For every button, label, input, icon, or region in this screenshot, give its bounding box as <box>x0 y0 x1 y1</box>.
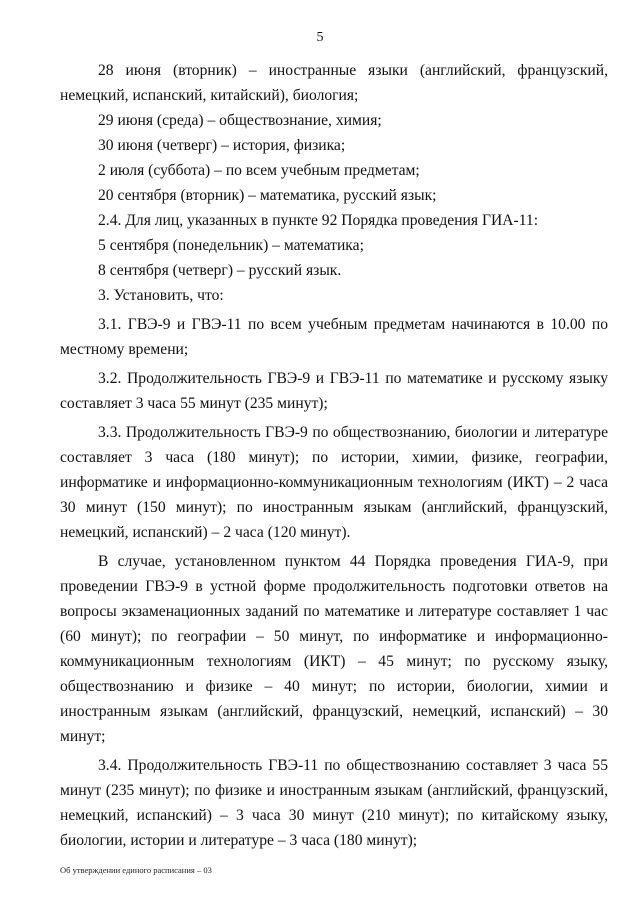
paragraph-june-29: 29 июня (среда) – обществознание, химия; <box>98 112 382 129</box>
paragraph-september-20: 20 сентября (вторник) – математика, русский язык; <box>98 187 437 204</box>
paragraph-section-3-3: 3.3. Продолжительность ГВЭ-9 по обществознанию, биологии и литературе составляет 3 часа (180 минут); по истории, химии, физике, географии, информатике и информационно-коммуникационным технологиям (ИКТ) – 2 часа 30 минут (150 минут); по иностранным языкам (английский, французский, немецкий, испанский) – 2 часа (120 минут). <box>60 424 608 541</box>
paragraph-september-8: 8 сентября (четверг) – русский язык. <box>98 262 342 279</box>
page-number: 5 <box>316 30 324 45</box>
paragraph-section-3-1: 3.1. ГВЭ-9 и ГВЭ-11 по всем учебным предметам начинаются в 10.00 по местному времени; <box>60 316 608 358</box>
paragraph-section-2-4: 2.4. Для лиц, указанных в пункте 92 Порядка проведения ГИА-11: <box>98 212 539 229</box>
paragraph-july-2: 2 июля (суббота) – по всем учебным предметам; <box>98 162 420 179</box>
paragraph-oral-form: В случае, установленном пунктом 44 Порядка проведения ГИА-9, при проведении ГВЭ-9 в устной форме продолжительность подготовки ответов на вопросы экзаменационных заданий по математике и литературе составляет 1 час (60 минут); по географии – 50 минут, по информатике и информационно-коммуникационным технологиям (ИКТ) – 45 минут; по русскому языку, обществознанию и физике – 40 минут; по истории, биологии, химии и иностранным языкам (английский, французский, немецкий, испанский) – 30 минут; <box>60 553 608 745</box>
paragraph-section-3-2: 3.2. Продолжительность ГВЭ-9 и ГВЭ-11 по математике и русскому языку составляет 3 часа 55 минут (235 минут); <box>60 370 608 412</box>
paragraph-june-28: 28 июня (вторник) – иностранные языки (английский, французский, немецкий, испанский, китайский), биология; <box>60 62 608 104</box>
paragraph-june-30: 30 июня (четверг) – история, физика; <box>98 137 346 154</box>
document-footer: Об утверждении единого расписания – 03 <box>60 865 212 875</box>
paragraph-section-3: 3. Установить, что: <box>98 287 224 304</box>
document-body <box>60 58 608 853</box>
paragraph-section-3-4: 3.4. Продолжительность ГВЭ-11 по обществознанию составляет 3 часа 55 минут (235 минут); по физике и иностранным языкам (английский, французский, немецкий, испанский) – 3 часа 30 минут (210 минут); по китайскому языку, биологии, истории и литературе – 3 часа (180 минут); <box>60 757 608 849</box>
paragraph-september-5: 5 сентября (понедельник) – математика; <box>98 237 364 254</box>
